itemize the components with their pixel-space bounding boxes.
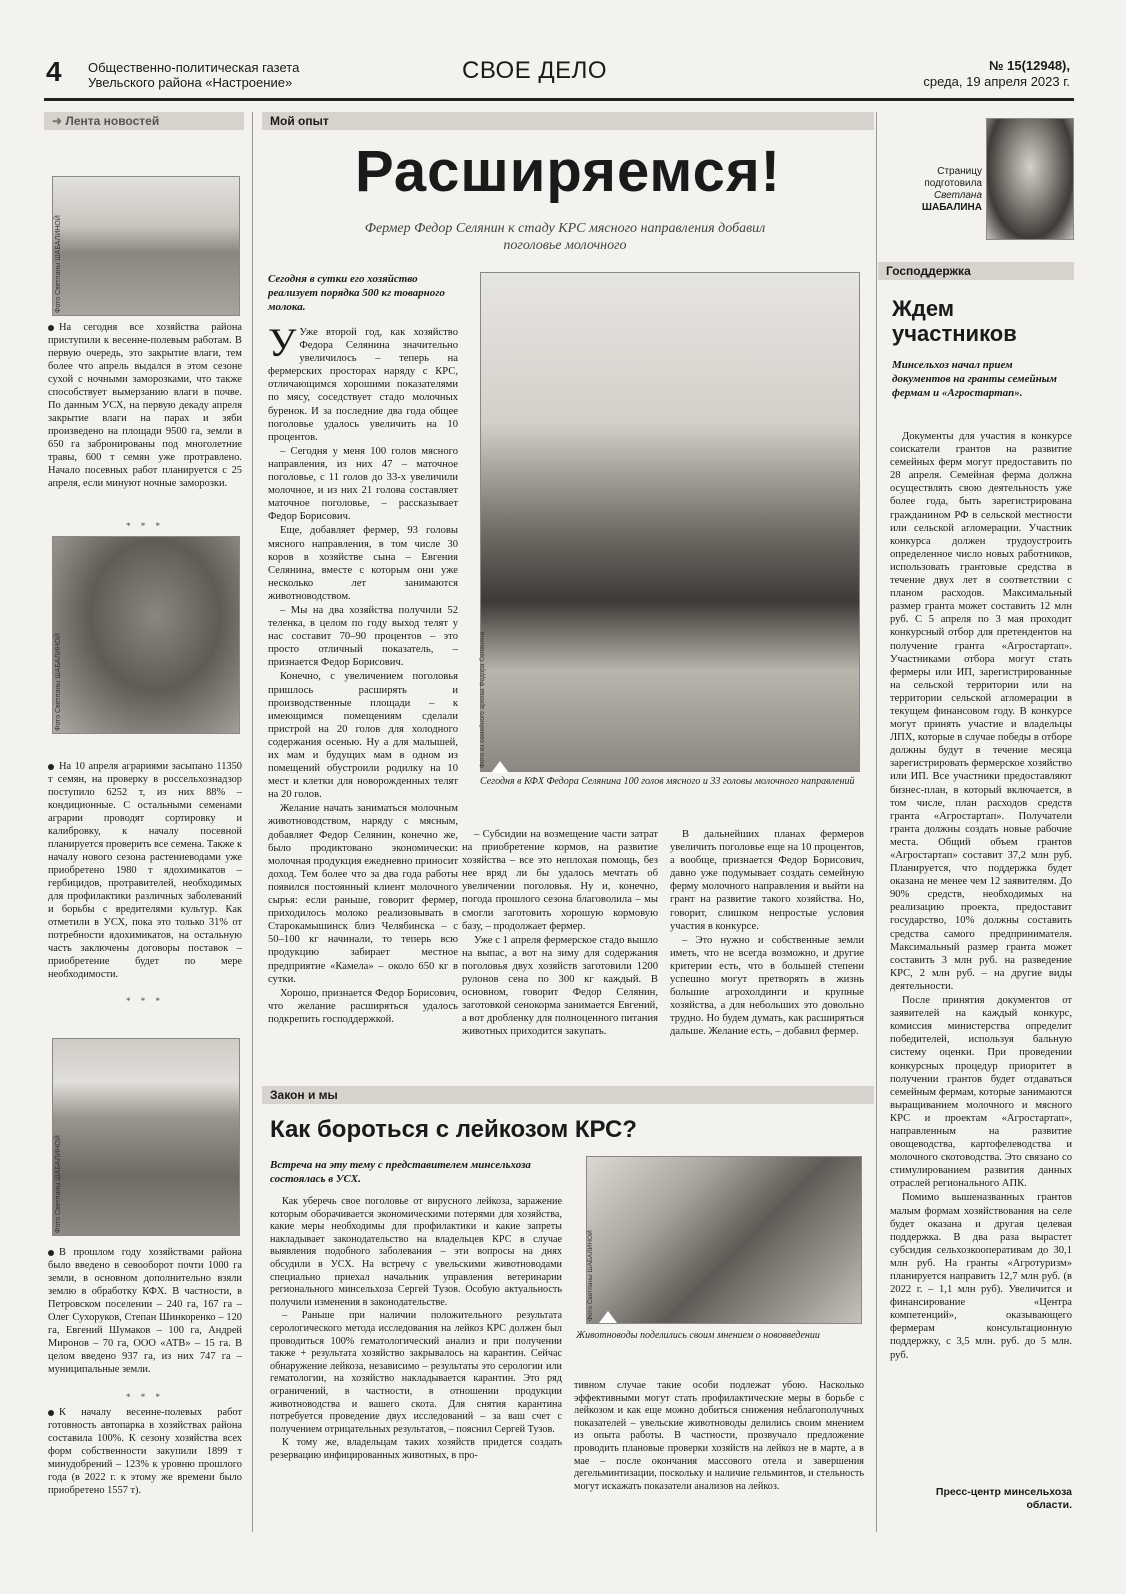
photo-credit: Фото Светланы ШАБАЛИНОЙ	[55, 1135, 62, 1233]
paragraph: – Сегодня у меня 100 голов мясного направления, из них 47 – маточное поголовье, с 11 голов до 33-х увеличили молочное, и из них 21 голова составляет маточное поголовье, – рассказывает Федор Борисович.	[268, 445, 458, 523]
paragraph: В дальнейших планах фермеров увеличить поголовье еще на 10 процентов, а вообще, признается Федор Борисович, давно уже подумывает создать семейную ферму молочного направления и выйти на грант на развитие такого хозяйства. Но, говорит, слишком непростые условия участия в конкурсе.	[670, 829, 864, 932]
bullet-icon	[48, 1410, 54, 1416]
paragraph: Желание начать заниматься молочным животноводством, наряду с мясным, добавляет Федор Селянин, конечно же, было продиктовано экономически: молочная продукция ежедневно приносит доход. Тем более что за два года работы появился постоянный клиент молочного сырья: если раньше, говорит фермер, приходилось молоко реализовывать в Старокамышинск близ Челябинска – с 50–100 кг начинали, то теперь всю продукцию забирает местное предприятие «Камела» – около 650 кг в сутки.	[268, 803, 458, 985]
main-article-col2	[462, 828, 658, 1062]
paragraph: У Уже второй год, как хозяйство Федора Селянина значительно увеличилось – теперь на фермерских просторах наряду с КРС, отличающимся хорошими показателями по мясу, соседствует стадо молочных буренок. И за последние два года общее поголовье удалось увеличить на 10 процентов.	[268, 320, 458, 443]
signature-line1: Пресс-центр минсельхоза	[935, 1486, 1072, 1498]
news-item-1	[48, 321, 242, 521]
issue-info	[923, 58, 1070, 90]
separator-stars: * * *	[126, 996, 164, 1006]
paragraph: Уже с 1 апреля фермерское стадо вышло на выпас, а вот на зиму для содержания поголовья двух хозяйств заготовили 1200 рулонов сена по 300 кг каждый. В основном, говорит Федор Селянин, заготовкой сенокорма занимается Евгений, а вот дробленку для полноценного питания животных приходится закупать.	[462, 934, 658, 1038]
bottom-article-lead: Встреча на эту тему с представителем минсельхоза состоялась в УСХ.	[270, 1159, 531, 1185]
caption-marker-icon	[491, 761, 509, 773]
rubric-news-feed-label: Лента новостей	[65, 114, 160, 128]
separator-stars: * * *	[126, 1392, 164, 1402]
paragraph: – Мы на два хозяйства получили 52 теленка, в целом по году выход телят у нас составит 70–90 процентов – это просто отличный показатель, – признается Федор Борисович.	[268, 604, 458, 669]
column-divider	[252, 112, 253, 1532]
news-item-2	[48, 760, 242, 994]
drop-cap: У	[268, 320, 297, 365]
right-article-lead: Минсельхоз начал прием документов на гранты семейным фермам и «Агростартап».	[892, 359, 1057, 399]
page-number: 4	[46, 56, 62, 87]
right-article-body	[890, 430, 1072, 1482]
paragraph: тивном случае такие особи подлежат убою. Насколько эффективными могут стать профилактические меры в борьбе с лейкозом и как еще можно добиться снижения неблагополучных показателей – увельские животноводы делились своим мнением из опыта работы. В частности, прозвучало предложение проводить плановые проверки хозяйств на лейкоз не в марте, а в мае – после окончания массового отела и завершения дегельминтизации, поскольку и наличие гельминтов, и стельность могут искажать показатели анализов на лейкоз.	[574, 1380, 864, 1492]
paragraph: Конечно, с увеличением поголовья пришлось расширять и производственные площади – к имеющимся помещениям сделали пристрой на 20 голов для холодного содержания осенью. Ну а для малышей, их мам и будущих мам в одном из помещений обустроили родилку на 10 мест и клетки для новорожденных телят на 20 голов.	[268, 671, 458, 801]
rubric-state-support	[878, 262, 1074, 280]
photo-credit: Фото Светланы ШАБАЛИНОЙ	[55, 633, 62, 731]
rubric-state-support-label: Господдержка	[886, 264, 971, 278]
caption-marker-icon	[599, 1311, 617, 1323]
author-box	[900, 166, 982, 214]
paragraph: Помимо вышеназванных грантов малым формам хозяйствования на селе будет оказана и другая целевая поддержка. В два раза вырастет субсидия сельхозкооперативам до 30,1 млн руб. На гранты «Агротуризм» планируется направить 12,7 млн руб. (в 2022 г. – 1,1 млн руб). Увеличится и финансирование «Центра компетенций», оказывающего фермерам консультационную поддержку, с 3,5 млн. руб. до 5 млн. руб.	[890, 1192, 1072, 1361]
news-item-3	[48, 1246, 242, 1394]
right-article-signature	[890, 1486, 1072, 1512]
publication-name	[88, 60, 299, 90]
paragraph: После принятия документов от заявителей на каждый конкурс, комиссия министерства определит победителей, используя бальную систему оценки. При проведении конкурсных процедур приоритет в получении грантов будет отдаваться семейным фермам, которые занимаются выращиванием молочного и мясного КРС и проектам «Агростартап», направленным на развитие овощеводства, картофелеводства и молочного скотоводства. Это связано со стимулированием развития данных отраслей регионального АПК.	[890, 995, 1072, 1190]
paragraph: Документы для участия в конкурсе соискатели грантов на развитие семейных ферм могут предоставить по 28 апреля. Семейная ферма должна осуществлять свою деятельность уже более года, быть зарегистрирована гражданином РФ в сельской местности или сельской агломерации. Участник конкурса должен трудоустроить определенное число новых работников, использовать грантовые средства в течение двух лет в соответствии с планом расходов. Максимальный размер гранта может составить 12 млн руб. С 5 апреля по 3 мая проходит конкурсный отбор для претендентов на получение гранта «Агростартап». Участниками отбора могут стать фермеры или ИП, зарегистрированные на сельской территории или на территории сельской агломерации в текущем финансовом году. В конкурсе могут принять участие и владельцы ЛПХ, которые в случае победы в отборе должны будут в течение месяца зарегистрировать фермерское хозяйство или ИП. Все участники предоставляют бизнес-план, в который включается, в том числе, план расходов средств гранта «Агростартап». Получатели гранта должны создать новые рабочие места. Общий объем грантов «Агростартап» составит 37,2 млн руб. Планируется, что поддержка будет оказана не менее чем 12 заявителям. До 90% средств, необходимых на реализацию проекта, предоставит государство, 10% должны составить средства самого предпринимателя. Максимальный размер гранта может составить 3 млн руб. на разведение КРС, 2 млн руб. – на другие виды деятельности.	[890, 431, 1072, 992]
header-rule	[44, 98, 1074, 101]
news-photo-tractor	[52, 176, 240, 316]
arrow-right-icon: ➜	[52, 114, 63, 128]
issue-number: № 15(12948),	[989, 58, 1070, 73]
main-article-subtitle: Фермер Федор Селянин к стаду КРС мясного направления добавил поголовье молочного	[364, 221, 766, 253]
bottom-article-photo	[586, 1156, 862, 1324]
issue-date: среда, 19 апреля 2023 г.	[923, 74, 1070, 89]
rubric-law-and-us-label: Закон и мы	[270, 1088, 338, 1102]
main-article-title: Расширяемся!	[355, 139, 781, 204]
bullet-icon	[48, 764, 54, 770]
news-photo-seeds	[52, 536, 240, 734]
bottom-article-photo-caption: Животноводы поделились своим мнением о нововведении	[576, 1330, 820, 1341]
author-name: Светлана	[933, 190, 982, 201]
author-surname: ШАБАЛИНА	[921, 202, 982, 213]
main-article-col3	[670, 828, 864, 1062]
paragraph: Еще, добавляет фермер, 93 головы мясного направления, в том числе 30 коров в хозяйстве сына – Евгения Селянина, вместе с которым они уже несколько лет занимаются животноводством.	[268, 525, 458, 602]
paragraph: Хорошо, признается Федор Борисович, что желание расширяться удалось подкрепить господдержкой.	[268, 987, 458, 1025]
main-article-photo	[480, 272, 860, 772]
main-article-photo-caption: Сегодня в КФХ Федора Селянина 100 голов мясного и 33 головы молочного направлений	[480, 776, 855, 787]
column-divider	[876, 112, 877, 1532]
paragraph: – Субсидии на возмещение части затрат на приобретение кормов, на развитие хозяйства – все это неплохая помощь, без нее вряд ли бы удалось мечтать об увеличении поголовья. Ну и, конечно, погода прошлого сезона благоволила – мы смогли заготовить хорошую кормовую базу, – продолжает фермер.	[462, 829, 658, 932]
news-item-2-text: На 10 апреля аграриями засыпано 11350 т семян, на проверку в россельхознадзор поступило 6252 т, из них 88% – кондиционные. С остальными семенами аграрии проводят сортировку и калибровку, к началу посевной планируется проверить все семена. Также к началу нового сезона растениеводами уже приобретено 1980 т ядохимикатов – гербицидов, протравителей, необходимых для профилактики различных заболеваний и борьбы с вредителями культур. Как отметили в УСХ, пока это только 31% от потребности ядохимикатов, на остальную часть заключены договоры поставок – приобретение будет по мере необходимости.	[48, 761, 242, 980]
publication-line1: Общественно-политическая газета	[88, 60, 300, 75]
rubric-my-experience	[262, 112, 874, 130]
bullet-icon	[48, 1250, 54, 1256]
paragraph: Как уберечь свое поголовье от вирусного лейкоза, заражение которым оборачивается экономическими потерями для хозяйства, какие меры необходимы для профилактики и какие запреты накладывает законодательство на владельцев КРС в случае выявления подобного заболевания – эти вопросы на днях обсудили в УСХ. На встречу с увельскими животноводами специально приехал начальник управления ветеринарии регионального минсельхоза Сергей Тузов. Особую актуальность получили изменения в законодательстве.	[270, 1196, 562, 1308]
paragraph: – Раньше при наличии положительного результата серологического метода исследования на лейкоз КРС должен был проводиться 100% гематологический анализ и при получении также + результата хозяйство закрывалось на карантин. Сейчас обнаружение лейкоза, независимо – результаты это серологии или гематологии, на хозяйство накладывается карантин. Это ряд ограничений, в частности, в отношении продукции животноводства и вашего скота. Для снятия карантина потребуется проведение двух исследований – за ваш счет с получением отрицательных результатов, – пояснил Сергей Тузов.	[270, 1310, 562, 1435]
rubric-law-and-us	[262, 1086, 874, 1104]
news-item-4-text: К началу весенне-полевых работ готовность автопарка в хозяйствах района составила 100%. К сезону хозяйства всех форм собственности закупили 1899 т минудобрений – 123% к уровню прошлого года (в 2022 г. к этому же времени было приобретено 1557 т).	[48, 1407, 242, 1496]
right-article-title	[892, 296, 1072, 346]
author-portrait	[986, 118, 1074, 240]
right-article-title-line1: Ждем	[892, 296, 955, 321]
news-item-3-text: В прошлом году хозяйствами района было введено в севооборот почти 1000 га земли, в основном дополнительно взяли землю в обработку КФХ. В частности, в Петровском поселении – 240 га, 167 га – Олег Сухоруков, Степан Шинкоренко – 120 га, Евгений Шумаков – 100 га, Андрей Миронов – 70 га, ООО «АТВ» – 15 га. В целом введено 937 га, из них 747 га – муниципальные земли.	[48, 1247, 242, 1375]
right-article-title-line2: участников	[892, 321, 1017, 346]
paragraph: – Это нужно и собственные земли иметь, что не всегда возможно, и другие критерии есть, что в большей степени успешно могут претворять в жизнь большие агрохолдинги и крупные хозяйства, а для небольших это довольно трудно. Но будем думать, как расширяться дальше. Желание есть, – добавил фермер.	[670, 934, 864, 1038]
bottom-article-col2	[574, 1380, 864, 1524]
photo-credit: Фото Светланы ШАБАЛИНОЙ	[587, 1230, 594, 1321]
news-item-1-text: На сегодня все хозяйства района приступили к весенне-полевым работам. В первую очередь, это закрытие влаги, тем более что апрель выдался в этом сезоне сухой с ночными заморозками, что также способствует вымерзанию влаги в почве. По данным УСХ, на первую декаду апреля закрытие влаги на парах и зяби произведено на площади 9500 га, земли в 650 га забронированы под многолетние травы, 600 т семян уже протравлено. Начало посевных работ планируется с 25 апреля, если минуют ночные заморозки.	[48, 322, 242, 489]
news-item-4	[48, 1406, 242, 1524]
bottom-article-col1	[270, 1196, 562, 1524]
photo-credit: Фото Светланы ШАБАЛИНОЙ	[55, 215, 62, 313]
rubric-my-experience-label: Мой опыт	[270, 114, 329, 128]
main-article-col1	[268, 320, 458, 1062]
signature-line2: области.	[1026, 1499, 1072, 1511]
paragraph: К тому же, владельцам таких хозяйств придется создать резервацию инфицированных животных, в про-	[270, 1437, 562, 1461]
publication-line2: Увельского района «Настроение»	[88, 75, 293, 90]
author-line1: Страницу	[937, 166, 982, 177]
main-article-lead: Сегодня в сутки его хозяйство реализует порядка 500 кг товарного молока.	[268, 273, 445, 313]
rubric-news-feed	[44, 112, 244, 130]
news-photo-field	[52, 1038, 240, 1236]
section-title: СВОЕ ДЕЛО	[462, 57, 608, 84]
separator-stars: * * *	[126, 521, 164, 531]
author-line2: подготовила	[924, 178, 982, 189]
bottom-article-title: Как бороться с лейкозом КРС?	[270, 1116, 637, 1143]
bullet-icon	[48, 325, 54, 331]
photo-credit: Фото из семейного архива Федора Селянина	[479, 631, 486, 768]
